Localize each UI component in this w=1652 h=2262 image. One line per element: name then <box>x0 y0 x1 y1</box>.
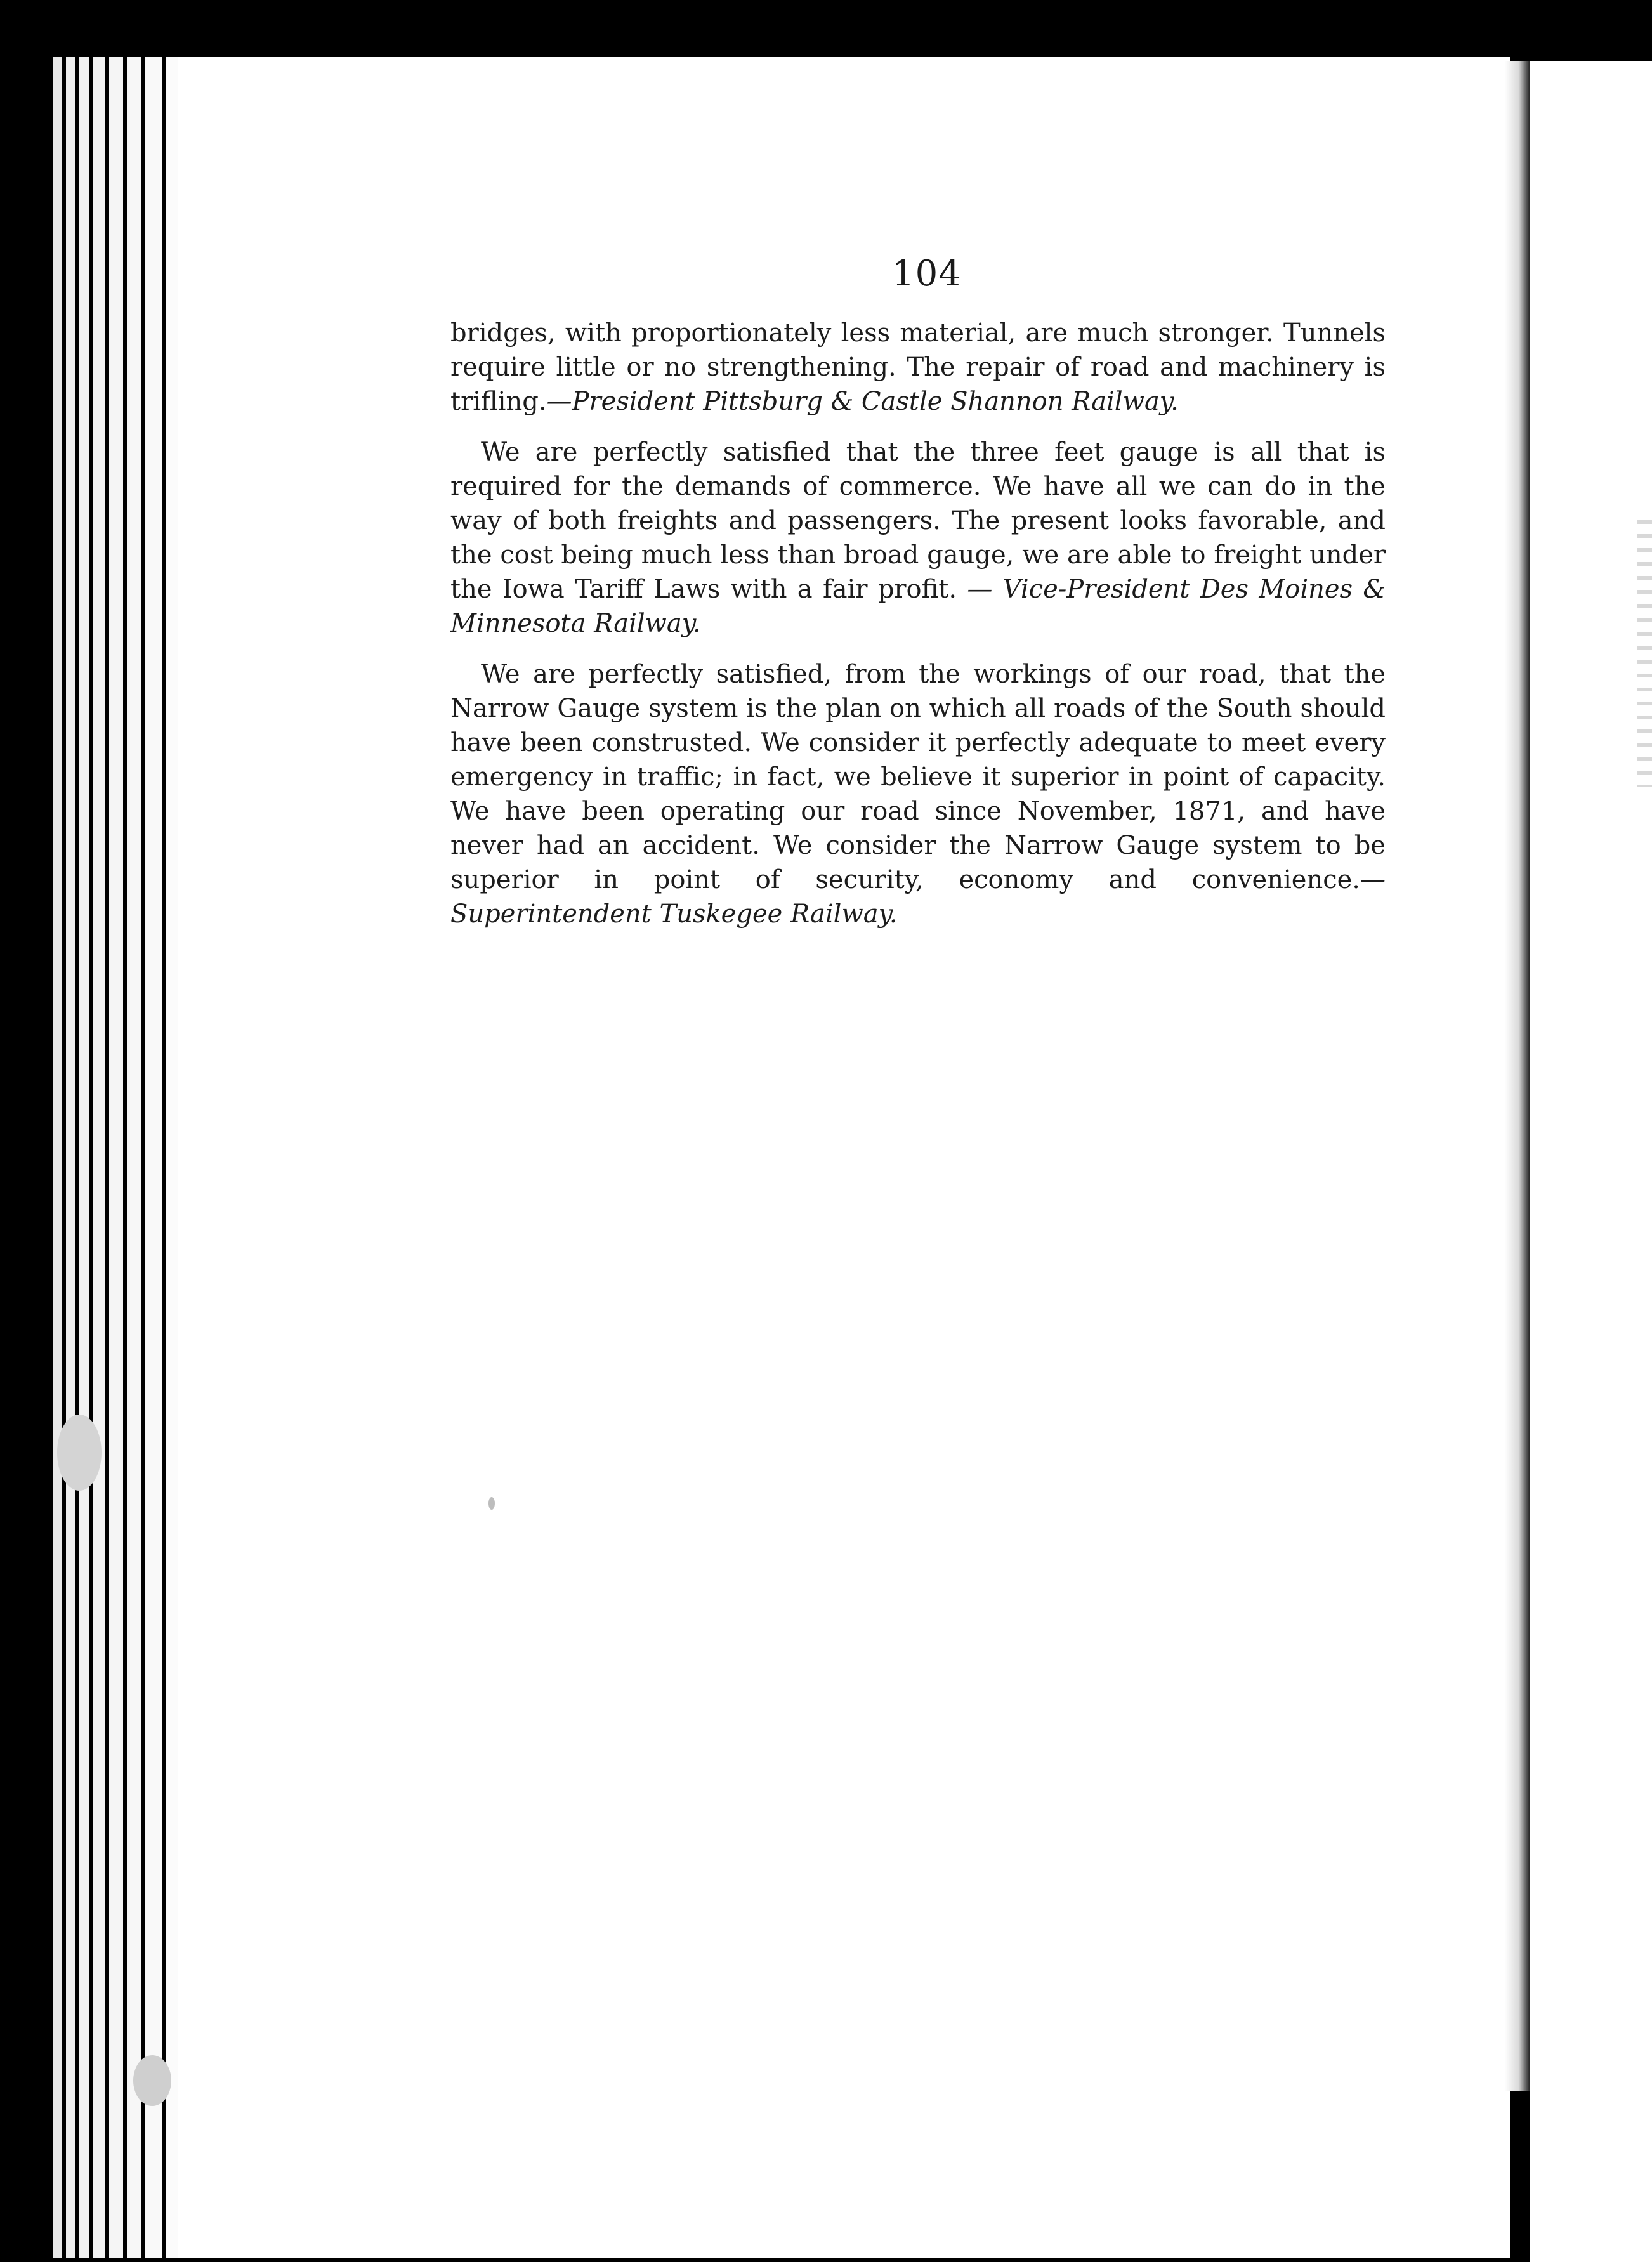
page-edge <box>145 57 162 2258</box>
page-edge <box>109 57 123 2258</box>
facing-page-bleed-marks <box>1637 520 1652 787</box>
body-text <box>450 316 1386 948</box>
page-edge <box>66 57 75 2258</box>
page-edge <box>93 57 105 2258</box>
page-edge <box>166 57 178 2258</box>
paragraph <box>450 435 1386 641</box>
paragraph-attribution: — Vice-President Des Moines & Minnesota Railway. <box>450 575 1386 638</box>
paragraph-text: bridges, with proportionately less material, are much stronger. Tunnels require little or no strengthening. The repair of road and machinery is trifling. <box>450 318 1386 416</box>
facing-page-edge <box>1530 61 1652 2262</box>
paragraph <box>450 316 1386 419</box>
paper-speck <box>488 1497 495 1510</box>
paper-stain <box>133 2055 171 2106</box>
paragraph-text: We are perfectly satisfied, from the workings of our road, that the Narrow Gauge system is the plan on which all roads of the South should have been construsted. We consider it perfectly adequate to meet every emergency in traffic; in fact, we believe it superior in point of capacity. We have been operating our road since November, 1871, and have never had an accident. We consider the Narrow Gauge system to be superior in point of security, economy and convenience. <box>450 660 1386 894</box>
paper-stain <box>57 1415 102 1491</box>
paragraph-attribution: —Superintendent Tuskegee Railway. <box>450 865 1386 929</box>
page-edge <box>79 57 89 2258</box>
paragraph <box>450 657 1386 931</box>
paragraph-text: We are perfectly satisfied that the three feet gauge is all that is required for the demands of commerce. We have all we can do in the way of both freights and passengers. The present looks favorable, and the cost being much less than broad gauge, we are able to freight under the Iowa Tariff Laws with a fair profit. <box>450 438 1386 604</box>
gutter-shadow <box>1505 61 1530 2091</box>
paragraph-attribution: —President Pittsburg & Castle Shannon Railway. <box>546 387 1179 416</box>
page-edge <box>53 57 62 2258</box>
page-edge <box>127 57 141 2258</box>
page-number: 104 <box>892 253 962 294</box>
